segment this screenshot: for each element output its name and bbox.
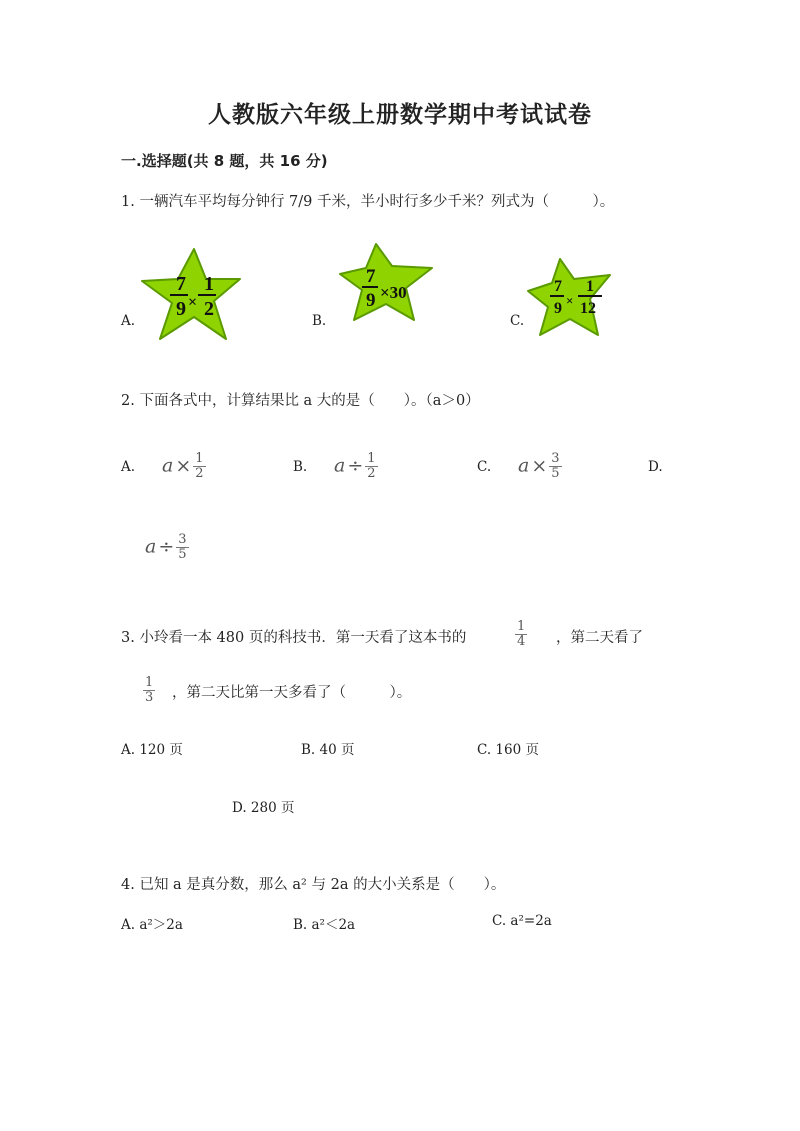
q3-option-a[interactable]: A. 120 页 (121, 742, 183, 758)
q1-a-num1: 7 (176, 273, 186, 295)
q1-option-c-label[interactable]: C. (510, 313, 525, 329)
q1-c-den2: 12 (580, 300, 596, 317)
section-heading: 一.选择题(共 8 题，共 16 分) (121, 152, 328, 170)
q1-c-den1: 9 (554, 300, 562, 317)
question-3-text-part3: ，第二天比第一天多看了（ ）。 (172, 685, 412, 701)
fraction: $\frac{1}{2}$ (195, 451, 204, 481)
q1-b-num1: 7 (366, 266, 376, 287)
fraction: $\frac{3}{5}$ (551, 451, 560, 481)
q2-option-d-expr[interactable]: a ÷ $\frac{3}{5}$ (145, 532, 187, 562)
question-2-text: 2. 下面各式中，计算结果比 a 大的是（ ）。（a＞0） (121, 393, 480, 409)
q3-fraction-2: $\frac{1}{3}$ (145, 675, 154, 705)
q1-option-a-star-icon[interactable] (138, 245, 244, 345)
q3-option-c[interactable]: C. 160 页 (477, 742, 539, 758)
q1-a-op: × (188, 294, 198, 311)
q2-option-c-label[interactable]: C. (477, 459, 492, 475)
q1-a-den1: 9 (176, 298, 186, 320)
question-3-text-part2: ，第二天看了 (556, 630, 643, 646)
q3-option-d[interactable]: D. 280 页 (232, 800, 295, 816)
q1-option-a-label[interactable]: A. (121, 313, 136, 329)
question-3-text-part1: 3. 小玲看一本 480 页的科技书．第一天看了这本书的 (121, 630, 467, 646)
fraction: $\frac{1}{2}$ (367, 451, 376, 481)
q1-c-num1: 7 (554, 278, 562, 295)
q1-option-b-label[interactable]: B. (312, 313, 327, 329)
q1-a-den2: 2 (204, 298, 214, 320)
question-1-text: 1. 一辆汽车平均每分钟行 7/9 千米，半小时行多少千米？列式为（ ）。 (121, 194, 615, 210)
page-title: 人教版六年级上册数学期中考试试卷 (208, 102, 592, 128)
q3-fraction-1: $\frac{1}{4}$ (517, 619, 526, 649)
q1-c-op: × (566, 293, 574, 308)
q1-b-den1: 9 (366, 290, 376, 311)
q1-c-num2: 1 (586, 278, 594, 295)
q2-option-d-label[interactable]: D. (648, 459, 663, 475)
q1-a-num2: 1 (204, 273, 214, 295)
q4-option-a[interactable]: A. a²＞2a (121, 917, 183, 933)
q4-option-b[interactable]: B. a²＜2a (293, 917, 356, 933)
q2-option-b-expr[interactable]: a ÷ $\frac{1}{2}$ (334, 451, 376, 481)
q4-option-c[interactable]: C. a²=2a (492, 913, 552, 929)
q1-option-c-star-icon[interactable] (526, 255, 616, 339)
q2-option-c-expr[interactable]: a × $\frac{3}{5}$ (518, 451, 560, 481)
q2-option-a-label[interactable]: A. (121, 459, 136, 475)
q1-b-op: ×30 (380, 283, 407, 302)
q1-option-b-star-icon[interactable] (336, 240, 436, 324)
q2-option-b-label[interactable]: B. (293, 459, 308, 475)
question-4-text: 4. 已知 a 是真分数，那么 a² 与 2a 的大小关系是（ ）。 (121, 877, 506, 893)
fraction: $\frac{3}{5}$ (178, 532, 187, 562)
q3-option-b[interactable]: B. 40 页 (301, 742, 355, 758)
q2-option-a-expr[interactable]: a × $\frac{1}{2}$ (162, 451, 204, 481)
